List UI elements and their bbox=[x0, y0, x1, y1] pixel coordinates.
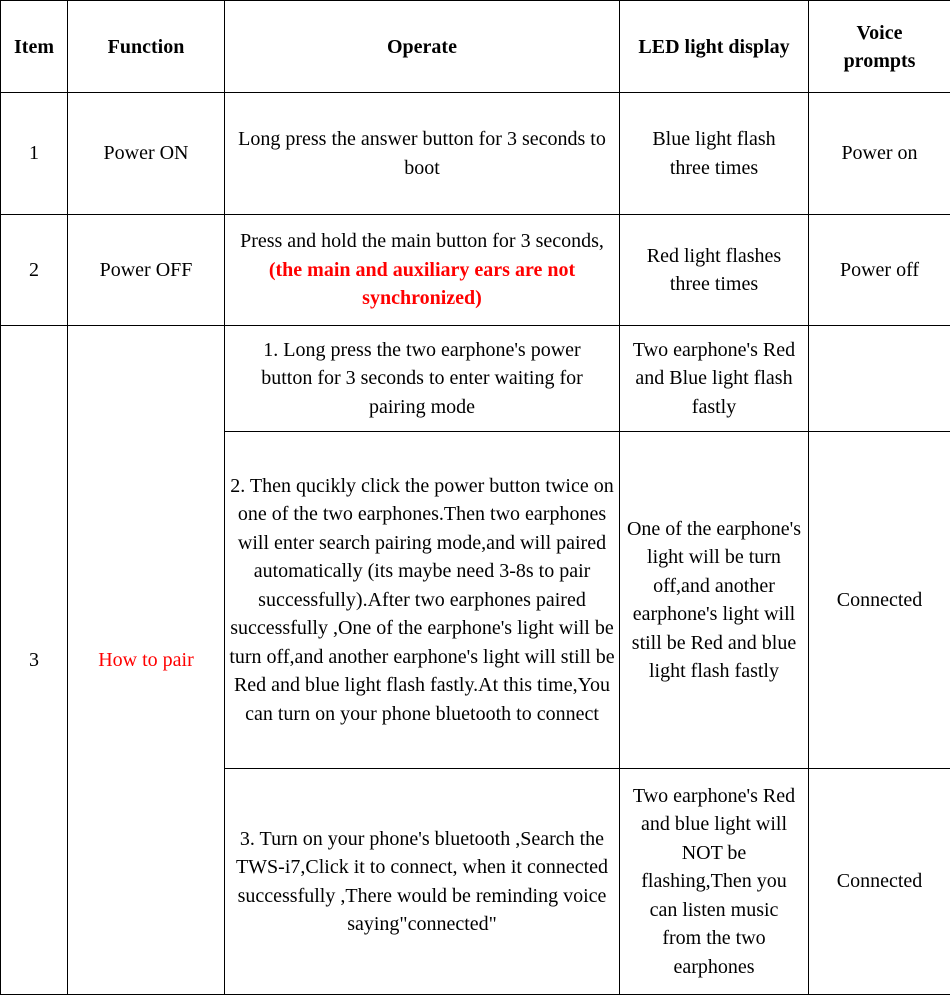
row3-step1-led: Two earphone's Red and Blue light flash fastly bbox=[620, 326, 809, 432]
header-operate: Operate bbox=[225, 1, 620, 93]
row2-voice: Power off bbox=[809, 215, 950, 326]
row3-item: 3 bbox=[1, 326, 68, 995]
row2-function: Power OFF bbox=[68, 215, 225, 326]
row2-item: 2 bbox=[1, 215, 68, 326]
row1-operate: Long press the answer button for 3 seconds to boot bbox=[225, 93, 620, 215]
row2-operate bbox=[225, 215, 620, 326]
header-item: Item bbox=[1, 1, 68, 93]
row3-step3-led: Two earphone's Red and blue light will NOT be flashing,Then you can listen music from the two earphones bbox=[620, 769, 809, 995]
table-row bbox=[1, 326, 950, 432]
table-row bbox=[1, 215, 950, 326]
row3-function: How to pair bbox=[68, 326, 225, 995]
row1-item: 1 bbox=[1, 93, 68, 215]
header-led-display: LED light display bbox=[620, 1, 809, 93]
row3-step1-operate: 1. Long press the two earphone's power button for 3 seconds to enter waiting for pairing mode bbox=[225, 326, 620, 432]
row1-led: Blue light flash three times bbox=[620, 93, 809, 215]
table-row bbox=[1, 93, 950, 215]
row3-step3-voice: Connected bbox=[809, 769, 950, 995]
row3-step2-led: One of the earphone's light will be turn off,and another earphone's light will still be Red and blue light flash fastly bbox=[620, 432, 809, 769]
header-function: Function bbox=[68, 1, 225, 93]
row2-operate-text: Press and hold the main button for 3 seconds, bbox=[240, 230, 604, 252]
row3-step2-operate: 2. Then qucikly click the power button twice on one of the two earphones.Then two earphones will enter search pairing mode,and will paired automatically (its maybe need 3-8s to pair successfully).After two earphones paired successfully ,One of the earphone's light will be turn off,and another earphone's light will still be Red and blue light flash fastly.At this time,You can turn on your phone bluetooth to connect bbox=[225, 432, 620, 769]
row3-step1-voice bbox=[809, 326, 950, 432]
row1-function: Power ON bbox=[68, 93, 225, 215]
header-voice-prompts: Voice prompts bbox=[809, 1, 950, 93]
row2-led: Red light flashes three times bbox=[620, 215, 809, 326]
row3-step3-operate: 3. Turn on your phone's bluetooth ,Search the TWS-i7,Click it to connect, when it connected successfully ,There would be reminding voice saying"connected" bbox=[225, 769, 620, 995]
row1-voice: Power on bbox=[809, 93, 950, 215]
header-row bbox=[1, 1, 950, 93]
row2-operate-warning: (the main and auxiliary ears are not synchronized) bbox=[269, 259, 575, 310]
row3-step2-voice: Connected bbox=[809, 432, 950, 769]
